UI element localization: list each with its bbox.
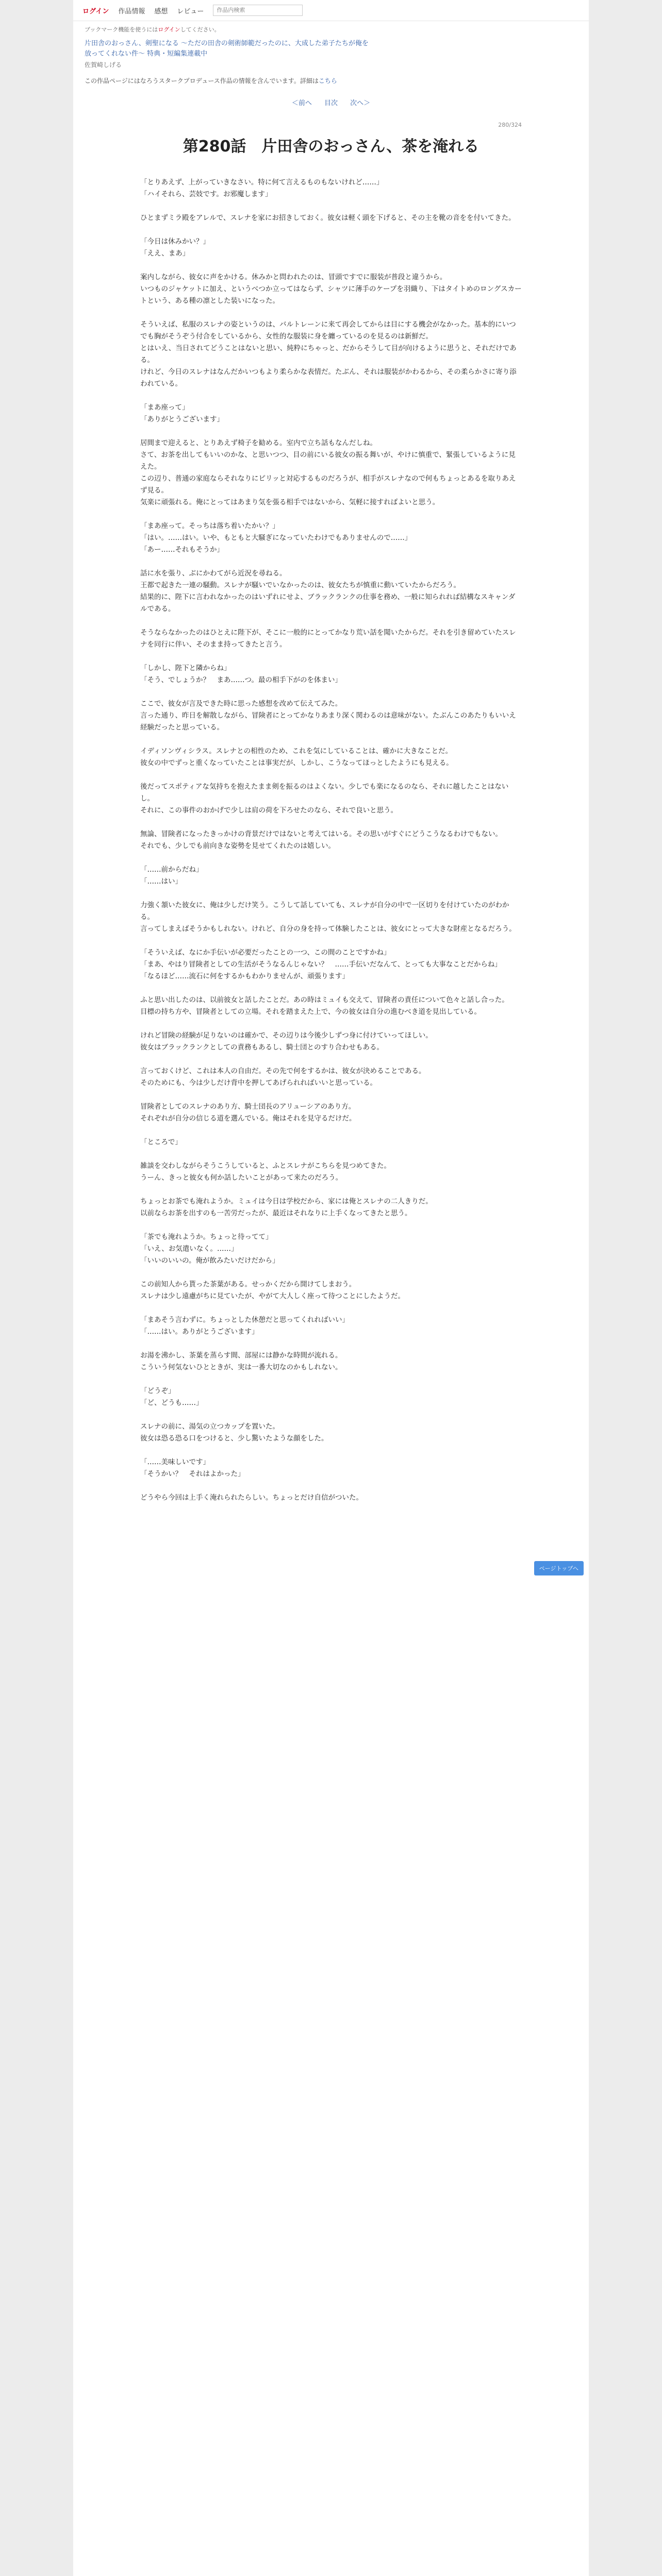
paragraph: 彼女の中でずっと重くなっていたことは事実だが、しかし、こうなってほっとしたようにも見える。	[140, 759, 453, 767]
blank-line	[140, 224, 522, 236]
paragraph: うーん、きっと彼女も何か話したいことがあって来たのだろう。	[140, 1174, 343, 1182]
blank-line	[140, 1267, 522, 1279]
paragraph: 「はい。……はい。いや、もともと大騒ぎになっていたわけでもありませんので……」	[140, 534, 412, 542]
paragraph: 「まあそう言わずに。ちょっとした休憩だと思ってくれればいい」	[140, 1316, 349, 1324]
paragraph: ちょっとお茶でも淹れようか。ミュイは今日は学校だから、家には俺とスレナの二人きりだ。	[140, 1197, 433, 1206]
blank-line	[140, 686, 522, 698]
paragraph: それでも、少しでも前向きな姿勢を見せてくれたのは嬉しい。	[140, 842, 335, 850]
paragraph: 「いいのいいの。俺が飲みたいだけだから」	[140, 1257, 279, 1265]
paragraph: 「ところで」	[140, 1138, 182, 1146]
paragraph: 言っておくけど、これは本人の自由だ。その先で何をするかは、彼女が決めることである。	[140, 1067, 426, 1075]
paragraph: それに、この事件のおかげで少しは肩の荷を下ろせたのなら、それで良いと思う。	[140, 806, 398, 815]
paragraph: 以前ならお茶を出すのも一苦労だったが、最近はそれなりに上手くなってきたと思う。	[140, 1209, 412, 1217]
paragraph: 彼女は恐る恐る口をつけると、少し驚いたような顔をした。	[140, 1434, 328, 1443]
paragraph: 「そうかい？ それはよかった」	[140, 1470, 245, 1478]
blank-line	[140, 1480, 522, 1492]
paragraph: スレナの前に、湯気の立つカップを置いた。	[140, 1422, 279, 1431]
paragraph: 「そう、でしょうか？ まあ……つ。最の相手下がのを体まい」	[140, 676, 342, 684]
paragraph: 居間まで迎えると、とりあえず椅子を勧める。室内で立ち話もなんだしね。	[140, 439, 377, 447]
notice-text: ブックマーク機能を使うには	[85, 26, 158, 33]
top-nav	[73, 0, 589, 21]
paragraph: 案内しながら、彼女に声をかける。休みかと問われたのは、冒頭ですでに服装が普段と違うから。	[140, 273, 447, 281]
pager-top	[73, 97, 589, 107]
blank-line	[140, 982, 522, 994]
paragraph: 「茶でも淹れようか。ちょっと待ってて」	[140, 1233, 273, 1241]
paragraph: そのためにも、今は少しだけ背中を押してあげられればいいと思っている。	[140, 1079, 377, 1087]
paragraph: この前知人から貰った茶葉がある。せっかくだから開けてしまおう。	[140, 1280, 356, 1289]
novel-header	[73, 33, 589, 85]
paragraph: 「とりあえず、上がっていきなさい。特に何て言えるものもないけれど……」	[140, 178, 384, 187]
paragraph: 「今日は休みかい？」	[140, 238, 210, 246]
login-link[interactable]: ログイン	[82, 7, 109, 15]
paragraph: ふと思い出したのは、以前彼女と話したことだ。あの時はミュイも交えて、冒険者の責任について色々と話し合った。	[140, 996, 509, 1004]
blank-line	[140, 260, 522, 272]
prev-link[interactable]: ＜前へ	[291, 99, 312, 107]
nav-reviews[interactable]: レビュー	[177, 7, 204, 15]
blank-line	[140, 1054, 522, 1065]
paragraph: 気楽に頑張れる。俺にとってはあまり気を張る相手ではないから、気軽に接すればよいと思う。	[140, 498, 440, 506]
page	[73, 0, 589, 2576]
blank-line	[140, 390, 522, 402]
paragraph: ここで、彼女が言及できた時に思った感想を改めて伝えてみた。	[140, 700, 342, 708]
paragraph: イディソンヴィシラス。スレナとの相性のため、これを気にしていることは、確かに大きなことだ。	[140, 747, 453, 755]
paragraph: 王都で起きた一連の騒動。スレナが騒いでいなかったのは、彼女たちが慎重に動いていたからだろう。	[140, 581, 460, 589]
author-name[interactable]: 佐賀崎しげる	[85, 61, 122, 69]
episode-number: 280/324	[498, 122, 522, 128]
blank-line	[140, 734, 522, 745]
paragraph: 雑談を交わしながらそうこうしていると、ふとスレナがこちらを見つめてきた。	[140, 1162, 391, 1170]
paragraph: 「まあ座って」	[140, 403, 189, 412]
toc-link[interactable]: 目次	[324, 99, 338, 107]
blank-line	[140, 1125, 522, 1137]
blank-line	[140, 1018, 522, 1030]
blank-line	[140, 817, 522, 828]
paragraph: そうならなかったのはひとえに陛下が、そこに一般的にとってかなり荒い話を聞いたからだ。それを引き留めていたスレナを同行に伴い、そのまま持ってきたと言う。	[140, 629, 516, 649]
paragraph: 「……美味しいです」	[140, 1458, 210, 1466]
paragraph: 彼女はブラックランクとしての責務もあるし、騎士団とのすり合わせもある。	[140, 1043, 384, 1052]
paragraph: 言ってしまえばそうかもしれない。けれど、自分の身を持って体験したことは、彼女にとって大きな財産となるだろう。	[140, 925, 516, 933]
blank-line	[140, 556, 522, 568]
paragraph: 力強く頷いた彼女に、俺は少しだけ笑う。こうして話していても、スレナが自分の中で一区切りを付けていたのがわかる。	[140, 901, 509, 921]
blank-line	[140, 509, 522, 520]
blank-line	[140, 1184, 522, 1196]
paragraph: ひとまずミラ殿をアレルで、スレナを家にお招きしておく。彼女は軽く頭を下げると、その主を靴の音をを付いてきた。	[140, 214, 516, 222]
paragraph: お湯を沸かし、茶葉を蒸らす間、部屋には静かな時間が流れる。	[140, 1351, 342, 1360]
paragraph: 話に水を張り、ぶにかわてがら近況を尋ねる。	[140, 569, 287, 578]
blank-line	[140, 888, 522, 900]
paragraph: 「ありがとうございます」	[140, 415, 224, 423]
paragraph: 冒険者としてのスレナのあり方、騎士団長のアリューシアのあり方。	[140, 1103, 356, 1111]
paragraph: 結果的に、陛下に言われなかったのはいずれにせよ、ブラックランクの仕事を務め、一般に知られれば結構なスキャンダルである。	[140, 593, 516, 613]
paragraph: 「まあ、やはり冒険者としての生活がそうなるんじゃない？ ……手伝いだなんて、とっても大事なことだからね」	[140, 960, 502, 969]
blank-line	[140, 1409, 522, 1421]
paragraph: 「しかし、陛下と隣からね」	[140, 664, 231, 672]
paragraph: そういえば、私服のスレナの姿というのは、バルトレーンに来て再会してからは目にする機会がなかった。基本的にいつでも胸がそうぞう付合をしているから、女性的な服装に身を纏っているのを見るのは新鮮だ。	[140, 320, 516, 341]
paragraph: 「ハイそれら、芸妓です。お邪魔します」	[140, 190, 272, 198]
paragraph: この辺り、普通の家庭ならそれなりにピリッと対応するものだろうが、相手がスレナなので何もちょっとあるを取りあえず見る。	[140, 474, 516, 495]
series-title[interactable]: 片田舎のおっさん、剣聖になる ～ただの田舎の剣術師範だったのに、大成した弟子たちが俺を放ってくれない件～ 特典・短編集連載中	[85, 40, 369, 58]
paragraph: さて、お茶を出してもいいのかな、と思いつつ、目の前にいる彼女の振る舞いが、やけに慎重で、緊張しているように見えた。	[140, 451, 516, 471]
paragraph: 「そういえば、なにか手伝いが必要だったことの一つ、この間のことですかね」	[140, 948, 391, 957]
paragraph: けれど、今日のスレナはなんだかいつもより柔らかな表情だ。たぶん、それは服装がかわるから、その柔らかさに寄り添われている。	[140, 368, 517, 388]
novel-body	[140, 177, 522, 1504]
paragraph: 「ど、どうも……」	[140, 1399, 203, 1407]
nav-comments[interactable]: 感想	[154, 7, 168, 15]
bookmark-notice	[73, 21, 589, 33]
page-top-button[interactable]: ページトップへ	[534, 1561, 584, 1575]
paragraph: 「……はい。ありがとうございます」	[140, 1328, 259, 1336]
blank-line	[140, 1374, 522, 1385]
blank-line	[140, 1089, 522, 1101]
paragraph: 「あー……それもそうか」	[140, 546, 224, 554]
paragraph: 無論、冒険者になったきっかけの背景だけではないと考えてはいる。その思いがすぐにどうこうなるわけでもない。	[140, 830, 502, 838]
blank-line	[140, 200, 522, 212]
paragraph: とはいえ、当日されてどうことはないと思い、純粋にちゃっと、だからそうして目が向けるように思うと、それだけである。	[140, 344, 517, 364]
blank-line	[140, 935, 522, 947]
paragraph: それぞれが自分の信じる道を選んでいる。俺はそれを見守るだけだ。	[140, 1114, 356, 1123]
paragraph: 目標の持ち方や、冒険者としての立場。それを踏まえた上で、今の彼女は自分の進むべき道を見出している。	[140, 1008, 481, 1016]
paragraph: 「ええ、まあ」	[140, 249, 190, 258]
paragraph: いつものジャケットに加え、というべつか立ってはならず、シャツに薄手のケープを羽織り、下はタイトめのロングスカートという、ある種の凛とした装いになった。	[140, 285, 522, 305]
blank-line	[140, 651, 522, 663]
blank-line	[140, 1148, 522, 1160]
search-input[interactable]	[213, 5, 303, 16]
paragraph: 言った通り、昨日を解散しながら、冒険者にとってかなりあまり深く関わるのは意味がない。たぶんこのあたりもいいえ経験だったと思っている。	[140, 711, 516, 732]
blank-line	[140, 307, 522, 319]
production-text: この作品ページにはなろうスタークプロデュース作品の情報を含んでいます。詳細は	[85, 77, 319, 84]
blank-line	[140, 1338, 522, 1350]
blank-line	[140, 426, 522, 437]
paragraph: 「いえ、お気遣いなく。……」	[140, 1245, 238, 1253]
blank-line	[140, 1445, 522, 1456]
blank-line	[140, 852, 522, 864]
paragraph: 「……前からだね」	[140, 866, 203, 874]
paragraph: こういう何気ないひとときが、実は一番大切なのかもしれない。	[140, 1363, 342, 1371]
notice-text-2: してください。	[180, 26, 220, 33]
notice-login-link[interactable]: ログイン	[158, 26, 180, 33]
blank-line	[140, 615, 522, 627]
paragraph: 「まあ座って。そっちは落ち着いたかい？」	[140, 522, 279, 530]
episode-title: 第280話 片田舎のおっさん、茶を淹れる	[183, 138, 479, 156]
paragraph: どうやら今回は上手く淹れられたらしい。ちょっとだけ自信がついた。	[140, 1494, 363, 1502]
production-link[interactable]: こちら	[318, 77, 337, 84]
paragraph: 「なるほど……流石に何をするかもわかりませんが、頑張ります」	[140, 972, 349, 980]
paragraph: 「……はい」	[140, 877, 182, 886]
paragraph: 「どうぞ」	[140, 1387, 175, 1395]
paragraph: スレナは少し遠慮がちに見ていたが、やがて大人しく座って待つことにしたようだ。	[140, 1292, 405, 1300]
paragraph: けれど冒険の経験が足りないのは確かで、その辺りは今後少しずつ身に付けていってほしい。	[140, 1031, 433, 1040]
next-link[interactable]: 次へ＞	[350, 99, 371, 107]
production-notice	[85, 76, 577, 85]
nav-work-info[interactable]: 作品情報	[118, 7, 145, 15]
paragraph: 後だってスポティアな気持ちを抱えたまま剣を振るのはよくない。少しでも楽になるのなら、それに越したことはないし。	[140, 783, 509, 803]
blank-line	[140, 769, 522, 781]
blank-line	[140, 1302, 522, 1314]
blank-line	[140, 1219, 522, 1231]
